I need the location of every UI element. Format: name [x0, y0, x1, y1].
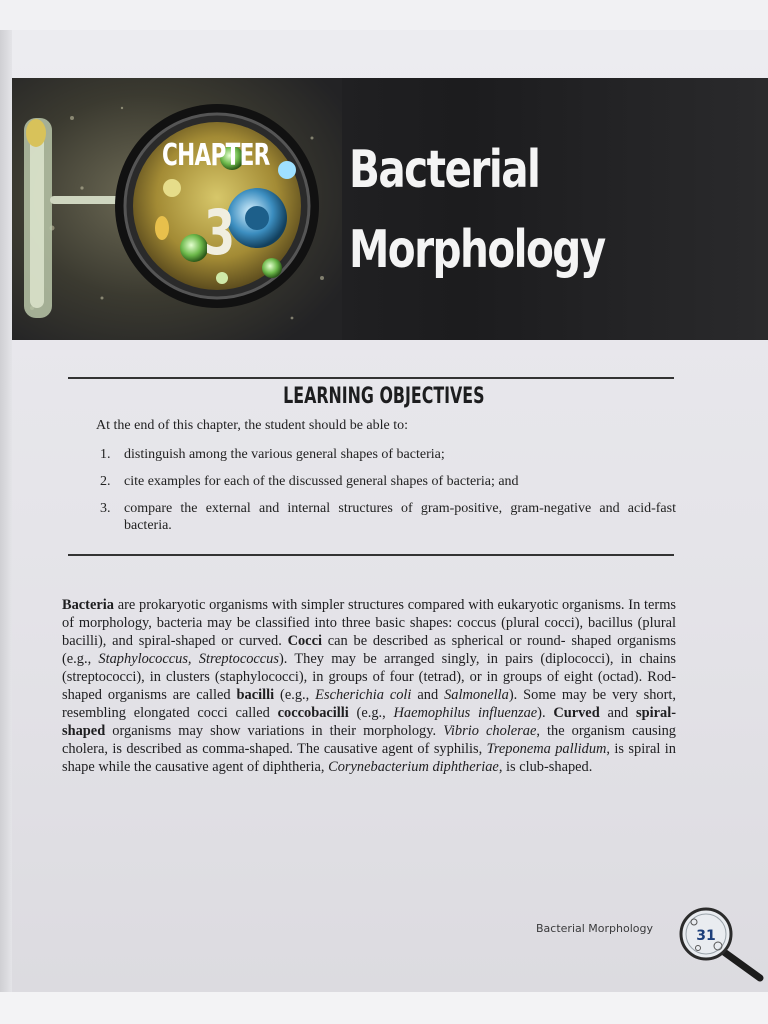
term-bacilli: bacilli [236, 687, 275, 703]
text-run: ). Some may be very short, resembling elongated cocci called [62, 687, 676, 721]
magnifier-page-number-icon [672, 904, 768, 984]
chapter-label: CHAPTER [162, 138, 270, 173]
text-run: ). [537, 705, 554, 721]
body-paragraph [62, 596, 676, 776]
species-name: Escherichia coli [315, 687, 412, 703]
text-run: ). They may be arranged singly, in pairs (diplococci), in chains (streptococci), in clusters (staphylococci), in groups of four (tetrad), or in groups of eight (octad). Rod-shaped organisms are called [62, 651, 676, 703]
species-name: Corynebacterium diphtheriae [328, 759, 499, 775]
objective-number: 1. [100, 447, 111, 462]
chapter-title-line2: Morphology [349, 220, 605, 280]
species-name: Haemophilus influenzae [393, 705, 538, 721]
species-name: Vibrio cholerae [443, 723, 537, 739]
objective-text: distinguish among the various general shapes of bacteria; [124, 447, 445, 462]
objectives-intro: At the end of this chapter, the student should be able to: [96, 418, 409, 433]
species-name: Salmonella [444, 687, 509, 703]
objective-item [100, 446, 676, 463]
objective-item [100, 500, 676, 534]
term-cocci: Cocci [287, 633, 322, 649]
text-run: (e.g., [348, 705, 394, 721]
text-run: organisms may show variations in their morphology. [105, 723, 444, 739]
objective-number: 2. [100, 474, 111, 489]
objectives-top-rule [68, 377, 674, 379]
learning-objectives-heading [0, 384, 768, 409]
bottom-margin [0, 992, 768, 1024]
term-bacteria: Bacteria [62, 597, 114, 613]
term-curved: Curved [553, 705, 600, 721]
microscope-illustration [12, 78, 342, 340]
term-spiral-shaped: spiral-shaped [62, 705, 676, 739]
species-name: Staphylococcus, Streptococcus [98, 651, 279, 667]
objective-text: cite examples for each of the discussed general shapes of bacteria; and [124, 474, 519, 489]
text-run: are prokaryotic organisms with simpler structures compared with eukaryotic organisms. In terms of morphology, bacteria may be classified into three basic shapes: coccus (plural cocci), bacillus (plural bacilli), and spiral-shaped or curved. [62, 597, 676, 649]
text-run: can be described as spherical or round- shaped organisms (e.g., [62, 633, 676, 667]
chapter-number: 3 [204, 196, 236, 269]
page-gutter [0, 30, 12, 992]
page-number: 31 [696, 928, 716, 944]
objective-item [100, 473, 676, 490]
running-footer: Bacterial Morphology [536, 922, 653, 935]
chapter-banner [12, 78, 768, 340]
top-margin [0, 0, 768, 30]
text-run: and [599, 705, 637, 721]
text-run: and [411, 687, 445, 703]
objective-number: 3. [100, 501, 111, 516]
text-run: , the organism causing cholera, is described as comma-shaped. The causative agent of syphilis, [62, 723, 677, 757]
heading-text: LEARNING OBJECTIVES [283, 384, 485, 409]
term-coccobacilli: coccobacilli [277, 705, 349, 721]
objectives-bottom-rule [68, 554, 674, 556]
text-run: (e.g., [274, 687, 316, 703]
chapter-title-line1: Bacterial [349, 140, 540, 200]
objective-text: compare the external and internal structures of gram-positive, gram-negative and acid-fast bacteria. [124, 501, 676, 533]
text-run: , is spiral in shape while the causative agent of diphtheria, [62, 741, 677, 775]
text-run: , is club-shaped. [498, 759, 593, 775]
species-name: Treponema pallidum [486, 741, 607, 757]
